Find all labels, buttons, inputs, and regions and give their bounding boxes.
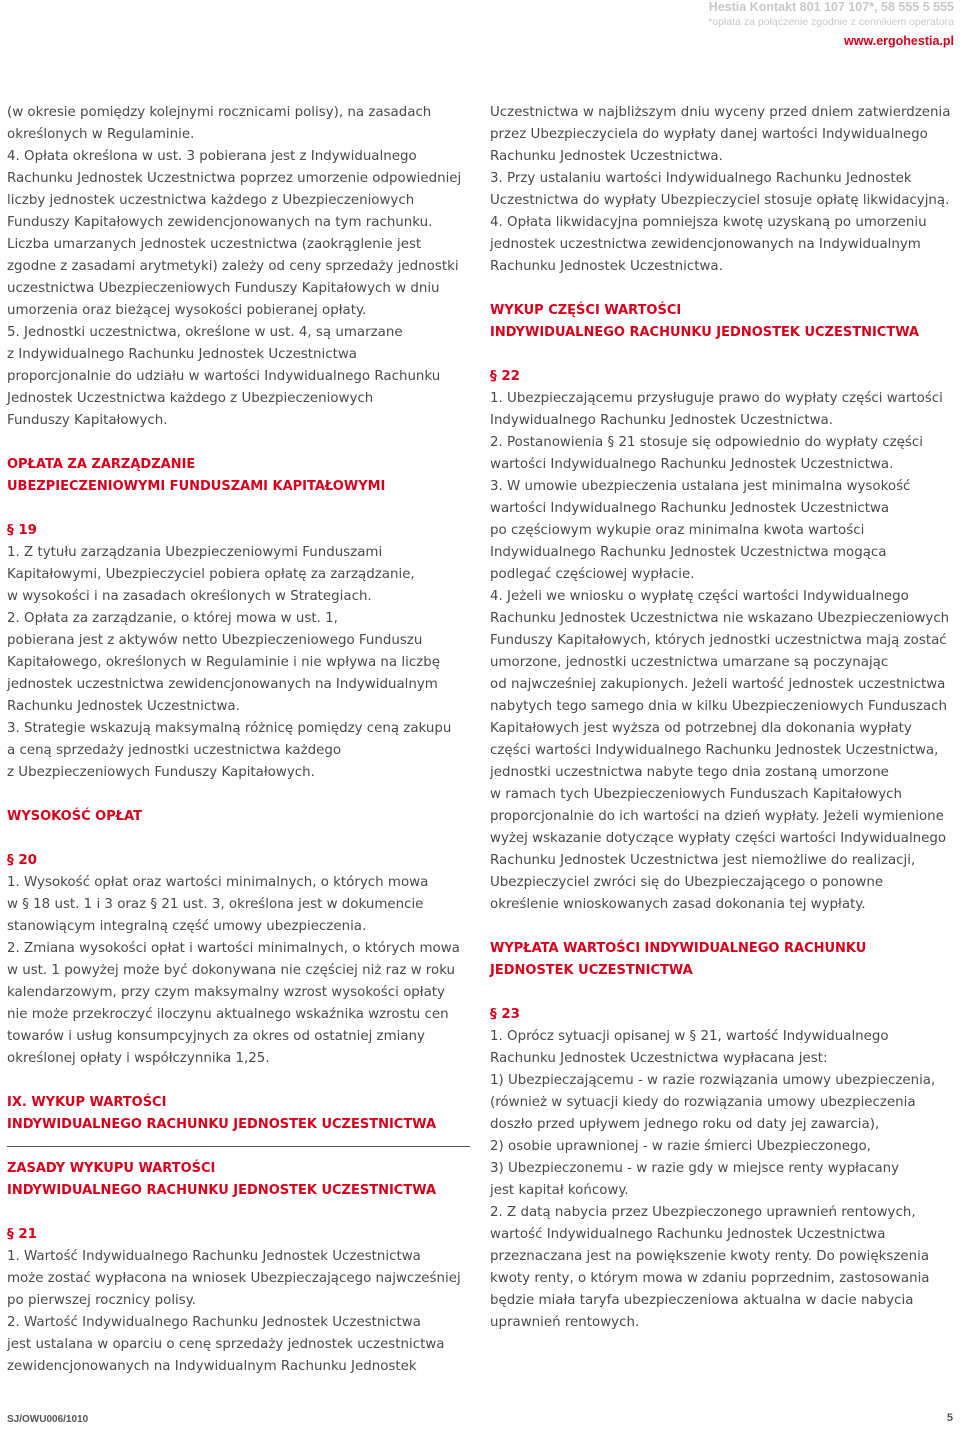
text-line: umorzone, jednostki uczestnictwa umarzane są poczynając bbox=[490, 655, 889, 670]
text-line: 1) Ubezpieczającemu - w razie rozwiązania umowy ubezpieczenia, bbox=[490, 1073, 936, 1088]
text-line: kwoty renty, o którym mowa w zdaniu poprzednim, zastosowania bbox=[490, 1271, 930, 1286]
section-heading: INDYWIDUALNEGO RACHUNKU JEDNOSTEK UCZESTNICTWA bbox=[490, 325, 920, 340]
text-line: 1. Ubezpieczającemu przysługuje prawo do wypłaty części wartości bbox=[490, 391, 943, 406]
contact-note: *opłata za połączenie zgodnie z cennikiem operatora bbox=[708, 16, 954, 28]
text-line: 3. Przy ustalaniu wartości Indywidualnego Rachunku Jednostek bbox=[490, 171, 912, 186]
text-line: podlegać częściowej wypłacie. bbox=[490, 567, 695, 582]
text-line: Funduszy Kapitałowych zewidencjonowanych na tym rachunku. bbox=[7, 215, 433, 230]
text-line: Funduszy Kapitałowych, których jednostki uczestnictwa mają zostać bbox=[490, 633, 947, 648]
text-line: Kapitałowego, określonych w Regulaminie i nie wpływa na liczbę bbox=[7, 655, 440, 670]
text-line: 1. Wysokość opłat oraz wartości minimalnych, o których mowa bbox=[7, 875, 429, 890]
text-line: 2. Zmiana wysokości opłat i wartości minimalnych, o których mowa bbox=[7, 941, 460, 956]
text-line: 2. Z datą nabycia przez Ubezpieczonego uprawnień rentowych, bbox=[490, 1205, 916, 1220]
text-line: przeznaczana jest na powiększenie kwoty renty. Do powiększenia bbox=[490, 1249, 930, 1264]
text-line: 4. Opłata określona w ust. 3 pobierana jest z Indywidualnego bbox=[7, 149, 417, 164]
paragraph-number: § 21 bbox=[7, 1227, 37, 1242]
text-line: wartości Indywidualnego Rachunku Jednostek Uczestnictwa bbox=[490, 501, 890, 516]
paragraph-number: § 23 bbox=[490, 1007, 520, 1022]
section-heading: WYPŁATA WARTOŚCI INDYWIDUALNEGO RACHUNKU bbox=[490, 941, 867, 956]
text-line: Uczestnictwa do wypłaty Ubezpieczyciel stosuje opłatę likwidacyjną. bbox=[490, 193, 950, 208]
paragraph-number: § 22 bbox=[490, 369, 520, 384]
text-line: zewidencjonowanych na Indywidualnym Rachunku Jednostek bbox=[7, 1359, 417, 1374]
text-line: Rachunku Jednostek Uczestnictwa jest niemożliwe do realizacji, bbox=[490, 853, 916, 868]
text-line: po pierwszej rocznicy polisy. bbox=[7, 1293, 197, 1308]
text-line: z Ubezpieczeniowych Funduszy Kapitałowych. bbox=[7, 765, 315, 780]
text-line: określonych w Regulaminie. bbox=[7, 127, 195, 142]
chapter-heading: IX. WYKUP WARTOŚCI bbox=[7, 1095, 167, 1110]
text-line: 2) osobie uprawnionej - w razie śmierci Ubezpieczonego, bbox=[490, 1139, 871, 1154]
paragraph-number: § 20 bbox=[7, 853, 37, 868]
text-line: kalendarzowym, przy czym maksymalny wzrost wysokości opłaty bbox=[7, 985, 445, 1000]
text-line: w ust. 1 powyżej może być dokonywana nie częściej niż raz w roku bbox=[7, 963, 456, 978]
text-line: uczestnictwa Ubezpieczeniowych Funduszy Kapitałowych w dniu bbox=[7, 281, 440, 296]
text-line: 3) Ubezpieczonemu - w razie gdy w miejsce renty wypłacany bbox=[490, 1161, 900, 1176]
text-line: Jednostek Uczestnictwa każdego z Ubezpieczeniowych bbox=[7, 391, 374, 406]
text-line: 1. Z tytułu zarządzania Ubezpieczeniowymi Funduszami bbox=[7, 545, 383, 560]
text-line: jest ustalana w oparciu o cenę sprzedaży jednostek uczestnictwa bbox=[7, 1337, 445, 1352]
text-line: Indywidualnego Rachunku Jednostek Uczestnictwa mogąca bbox=[490, 545, 887, 560]
text-line: 1. Oprócz sytuacji opisanej w § 21, wartość Indywidualnego bbox=[490, 1029, 889, 1044]
text-line: doszło przed upływem jednego roku od daty jej zawarcia), bbox=[490, 1117, 880, 1132]
text-line: Uczestnictwa w najbliższym dniu wyceny przed dniem zatwierdzenia bbox=[490, 105, 951, 120]
contact-line: Hestia Kontakt 801 107 107*, 58 555 5 555 bbox=[708, 0, 954, 14]
document-code: SJ/OWU006/1010 bbox=[7, 1414, 89, 1425]
text-line: Rachunku Jednostek Uczestnictwa nie wskazano Ubezpieczeniowych bbox=[490, 611, 950, 626]
text-line: Rachunku Jednostek Uczestnictwa poprzez umorzenie odpowiedniej bbox=[7, 171, 462, 186]
text-line: liczby jednostek uczestnictwa każdego z Ubezpieczeniowych bbox=[7, 193, 415, 208]
text-line: 4. Jeżeli we wniosku o wypłatę części wartości Indywidualnego bbox=[490, 589, 909, 604]
text-line: 3. W umowie ubezpieczenia ustalana jest minimalna wysokość bbox=[490, 479, 911, 494]
text-line: (również w sytuacji kiedy do rozwiązania umowy ubezpieczenia bbox=[490, 1095, 916, 1110]
section-heading: ZASADY WYKUPU WARTOŚCI bbox=[7, 1161, 216, 1176]
chapter-heading: INDYWIDUALNEGO RACHUNKU JEDNOSTEK UCZESTNICTWA bbox=[7, 1117, 437, 1132]
page-number: 5 bbox=[946, 1412, 953, 1424]
section-heading: INDYWIDUALNEGO RACHUNKU JEDNOSTEK UCZESTNICTWA bbox=[7, 1183, 437, 1198]
text-line: od najwcześniej zakupionych. Jeżeli wartość jednostek uczestnictwa bbox=[490, 677, 946, 692]
text-line: 1. Wartość Indywidualnego Rachunku Jednostek Uczestnictwa bbox=[7, 1249, 421, 1264]
text-line: określenie wnioskowanych zasad dokonania tej wypłaty. bbox=[490, 897, 866, 912]
text-line: może zostać wypłacona na wniosek Ubezpieczającego najwcześniej bbox=[7, 1271, 461, 1286]
text-line: Rachunku Jednostek Uczestnictwa. bbox=[490, 149, 723, 164]
text-line: proporcjonalnie do udziału w wartości Indywidualnego Rachunku bbox=[7, 369, 441, 384]
left-column bbox=[7, 102, 473, 1378]
text-line: jednostek uczestnictwa zewidencjonowanych na Indywidualnym bbox=[7, 677, 438, 692]
text-line: towarów i usług konsumpcyjnych za okres od ostatniej zmiany bbox=[7, 1029, 425, 1044]
text-line: wyżej wskazanie dotyczące wypłaty części wartości Indywidualnego bbox=[490, 831, 947, 846]
text-line: określonej opłaty i współczynnika 1,25. bbox=[7, 1051, 270, 1066]
text-line: po częściowym wykupie oraz minimalna kwota wartości bbox=[490, 523, 865, 538]
text-line: w ramach tych Ubezpieczeniowych Funduszach Kapitałowych bbox=[490, 787, 902, 802]
text-line: uprawnień rentowych. bbox=[490, 1315, 640, 1330]
section-heading: UBEZPIECZENIOWYMI FUNDUSZAMI KAPITAŁOWYMI bbox=[7, 479, 386, 494]
text-line: z Indywidualnego Rachunku Jednostek Uczestnictwa bbox=[7, 347, 358, 362]
text-line: a ceną sprzedaży jednostki uczestnictwa każdego bbox=[7, 743, 342, 758]
text-line: nie może przekroczyć iloczynu aktualnego wskaźnika wzrostu cen bbox=[7, 1007, 449, 1022]
website-link[interactable]: www.ergohestia.pl bbox=[844, 34, 954, 48]
section-heading: JEDNOSTEK UCZESTNICTWA bbox=[490, 963, 693, 978]
text-line: wartość Indywidualnego Rachunku Jednostek Uczestnictwa bbox=[490, 1227, 886, 1242]
text-line: jednostek uczestnictwa zewidencjonowanych na Indywidualnym bbox=[490, 237, 921, 252]
text-line: jest kapitał końcowy. bbox=[490, 1183, 629, 1198]
text-line: części wartości Indywidualnego Rachunku Jednostek Uczestnictwa, bbox=[490, 743, 939, 758]
paragraph-number: § 19 bbox=[7, 523, 37, 538]
text-line: w § 18 ust. 1 i 3 oraz § 21 ust. 3, określona jest w dokumencie bbox=[7, 897, 424, 912]
text-line: (w okresie pomiędzy kolejnymi rocznicami polisy), na zasadach bbox=[7, 105, 432, 120]
text-line: proporcjonalnie do ich wartości na dzień wypłaty. Jeżeli wymienione bbox=[490, 809, 944, 824]
text-line: Rachunku Jednostek Uczestnictwa. bbox=[490, 259, 723, 274]
text-line: Funduszy Kapitałowych. bbox=[7, 413, 168, 428]
text-line: Rachunku Jednostek Uczestnictwa. bbox=[7, 699, 240, 714]
text-line: 2. Postanowienia § 21 stosuje się odpowiednio do wypłaty części bbox=[490, 435, 923, 450]
right-column bbox=[490, 102, 956, 1334]
text-line: Rachunku Jednostek Uczestnictwa wypłacana jest: bbox=[490, 1051, 828, 1066]
text-line: Kapitałowymi, Ubezpieczyciel pobiera opłatę za zarządzanie, bbox=[7, 567, 415, 582]
text-line: zgodne z zasadami arytmetyki) zależy od ceny sprzedaży jednostki bbox=[7, 259, 459, 274]
text-line: pobierana jest z aktywów netto Ubezpieczeniowego Funduszu bbox=[7, 633, 423, 648]
text-line: 2. Wartość Indywidualnego Rachunku Jednostek Uczestnictwa bbox=[7, 1315, 421, 1330]
section-heading: WYKUP CZĘŚCI WARTOŚCI bbox=[490, 303, 682, 318]
section-heading: WYSOKOŚĆ OPŁAT bbox=[7, 809, 142, 824]
text-line: Indywidualnego Rachunku Jednostek Uczestnictwa. bbox=[490, 413, 833, 428]
text-line: Kapitałowych jest wyższa od potrzebnej dla dokonania wypłaty bbox=[490, 721, 912, 736]
text-line: Liczba umarzanych jednostek uczestnictwa (zaokrąglenie jest bbox=[7, 237, 422, 252]
text-line: nabytych tego samego dnia w kilku Ubezpieczeniowych Funduszach bbox=[490, 699, 947, 714]
text-line: będzie miała taryfa ubezpieczeniowa aktualna w dacie nabycia bbox=[490, 1293, 914, 1308]
text-line: w wysokości i na zasadach określonych w Strategiach. bbox=[7, 589, 372, 604]
text-line: przez Ubezpieczyciela do wypłaty danej wartości Indywidualnego bbox=[490, 127, 928, 142]
page-header bbox=[708, 0, 954, 49]
text-line: 5. Jednostki uczestnictwa, określone w ust. 4, są umarzane bbox=[7, 325, 403, 340]
chapter-divider bbox=[7, 1146, 470, 1147]
section-heading: OPŁATA ZA ZARZĄDZANIE bbox=[7, 457, 196, 472]
text-line: 3. Strategie wskazują maksymalną różnicę pomiędzy ceną zakupu bbox=[7, 721, 452, 736]
text-line: jednostki uczestnictwa nabyte tego dnia zostaną umorzone bbox=[490, 765, 889, 780]
text-line: umorzenia oraz bieżącej wysokości pobieranej opłaty. bbox=[7, 303, 367, 318]
text-line: Ubezpieczyciel zwróci się do Ubezpieczającego o ponowne bbox=[490, 875, 884, 890]
text-line: wartości Indywidualnego Rachunku Jednostek Uczestnictwa. bbox=[490, 457, 894, 472]
text-line: 2. Opłata za zarządzanie, o której mowa w ust. 1, bbox=[7, 611, 338, 626]
text-line: stanowiącym integralną część umowy ubezpieczenia. bbox=[7, 919, 367, 934]
text-line: 4. Opłata likwidacyjna pomniejsza kwotę uzyskaną po umorzeniu bbox=[490, 215, 927, 230]
